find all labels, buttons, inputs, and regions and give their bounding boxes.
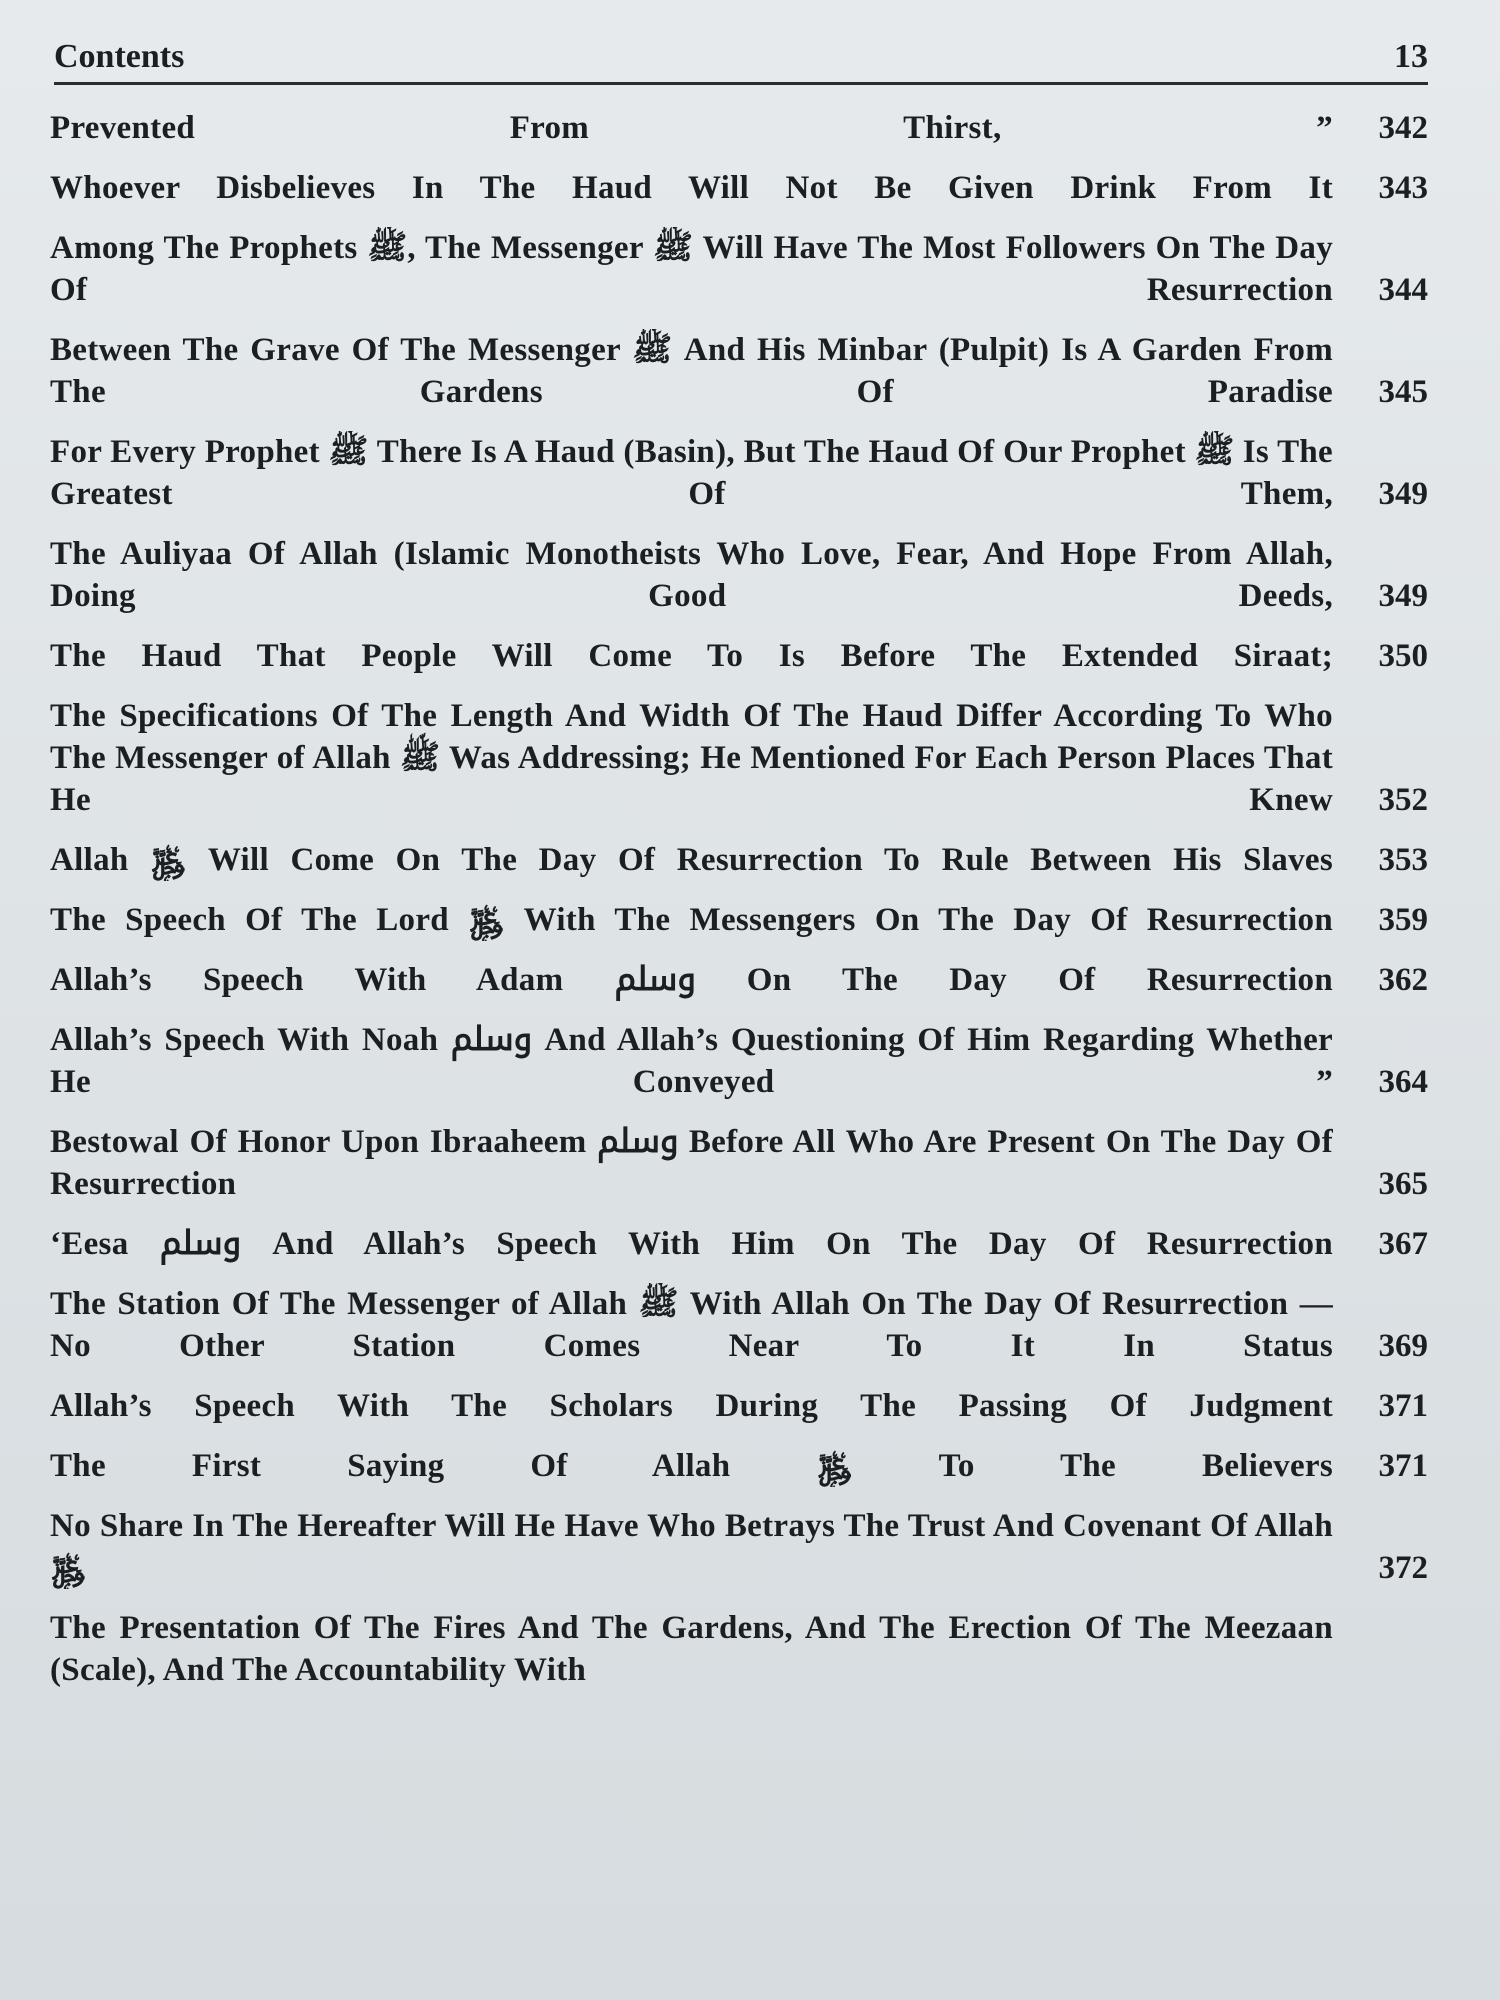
toc-entry-page: 349 [1378,476,1428,512]
toc-entry-title: For Every Prophet ﷺ There Is A Haud (Basin), But The Haud Of Our Prophet ﷺ Is The Greatest Of Them, [50,434,1333,512]
toc-entry-title: Bestowal Of Honor Upon Ibraaheem ﷸ Before All Who Are Present On The Day Of Resurrection [50,1124,1333,1202]
toc-entry-title: Among The Prophets ﷺ, The Messenger ﷺ Will Have The Most Followers On The Day Of Resurrection [50,230,1333,308]
toc-entry-title: Whoever Disbelieves In The Haud Will Not Be Given Drink From It [50,170,1333,206]
toc-entry-page: 371 [1378,1388,1428,1424]
toc-entry-page: 353 [1378,842,1428,878]
toc-entry-page: 352 [1378,782,1428,818]
toc-entry-title: Allah ﷿ Will Come On The Day Of Resurrection To Rule Between His Slaves [50,842,1333,878]
toc-entry[interactable] [50,899,1428,941]
page-number: 13 [1394,38,1428,75]
toc-entry-page: 344 [1378,272,1428,308]
toc-entry[interactable] [50,1121,1428,1205]
toc-entry-page: 345 [1378,374,1428,410]
toc-entry-page: 362 [1378,962,1428,998]
toc-entry-title: The Speech Of The Lord ﷿ With The Messengers On The Day Of Resurrection [50,902,1333,938]
page-header [54,38,1428,85]
table-of-contents [50,107,1428,1691]
toc-entry[interactable] [50,695,1428,821]
toc-entry[interactable] [50,1505,1428,1589]
toc-entry-page: 359 [1378,902,1428,938]
toc-entry[interactable] [50,1445,1428,1487]
toc-entry-title: Allah’s Speech With Noah ﷸ And Allah’s Questioning Of Him Regarding Whether He Conveyed ” [50,1022,1333,1100]
toc-entry[interactable] [50,167,1428,209]
toc-entry-title: The Haud That People Will Come To Is Before The Extended Siraat; [50,638,1333,674]
toc-entry-page: 342 [1378,110,1428,146]
toc-entry-title: Prevented From Thirst, ” [50,110,1333,146]
toc-entry-page: 369 [1378,1328,1428,1364]
toc-entry-title: The Specifications Of The Length And Width Of The Haud Differ According To Who The Messenger of Allah ﷺ Was Addressing; He Mentioned For Each Person Places That He Knew [50,698,1333,818]
toc-entry-page: 343 [1378,170,1428,206]
toc-entry-page: 349 [1378,578,1428,614]
toc-entry-title: Allah’s Speech With Adam ﷸ On The Day Of Resurrection [50,962,1333,998]
toc-entry-page: 364 [1378,1064,1428,1100]
toc-entry[interactable] [50,329,1428,413]
toc-entry-title: No Share In The Hereafter Will He Have Who Betrays The Trust And Covenant Of Allah ﷿ [50,1508,1333,1586]
toc-entry[interactable] [50,107,1428,149]
toc-entry-page: 367 [1378,1226,1428,1262]
toc-entry[interactable] [50,1283,1428,1367]
toc-entry-page: 365 [1378,1166,1428,1202]
toc-entry[interactable] [50,635,1428,677]
toc-entry-title: The First Saying Of Allah ﷿ To The Believers [50,1448,1333,1484]
toc-entry-title: ‘Eesa ﷸ And Allah’s Speech With Him On The Day Of Resurrection [50,1226,1333,1262]
toc-entry-title: Between The Grave Of The Messenger ﷺ And His Minbar (Pulpit) Is A Garden From The Gardens Of Paradise [50,332,1333,410]
toc-entry-page: 350 [1378,638,1428,674]
toc-entry-title: The Presentation Of The Fires And The Gardens, And The Erection Of The Meezaan (Scale), And The Accountability With [50,1610,1333,1688]
toc-entry[interactable] [50,959,1428,1001]
toc-entry[interactable] [50,227,1428,311]
toc-entry[interactable] [50,1019,1428,1103]
toc-entry-page: 372 [1378,1550,1428,1586]
toc-entry[interactable] [50,839,1428,881]
toc-entry[interactable] [50,1607,1428,1691]
toc-entry-title: The Station Of The Messenger of Allah ﷺ With Allah On The Day Of Resurrection — No Other Station Comes Near To It In Status [50,1286,1333,1364]
toc-entry[interactable] [50,1385,1428,1427]
toc-entry-title: The Auliyaa Of Allah (Islamic Monotheists Who Love, Fear, And Hope From Allah, Doing Good Deeds, [50,536,1333,614]
toc-entry[interactable] [50,1223,1428,1265]
toc-entry-title: Allah’s Speech With The Scholars During The Passing Of Judgment [50,1388,1333,1424]
toc-entry[interactable] [50,533,1428,617]
toc-entry-page: 371 [1378,1448,1428,1484]
section-title: Contents [54,38,185,75]
toc-entry[interactable] [50,431,1428,515]
